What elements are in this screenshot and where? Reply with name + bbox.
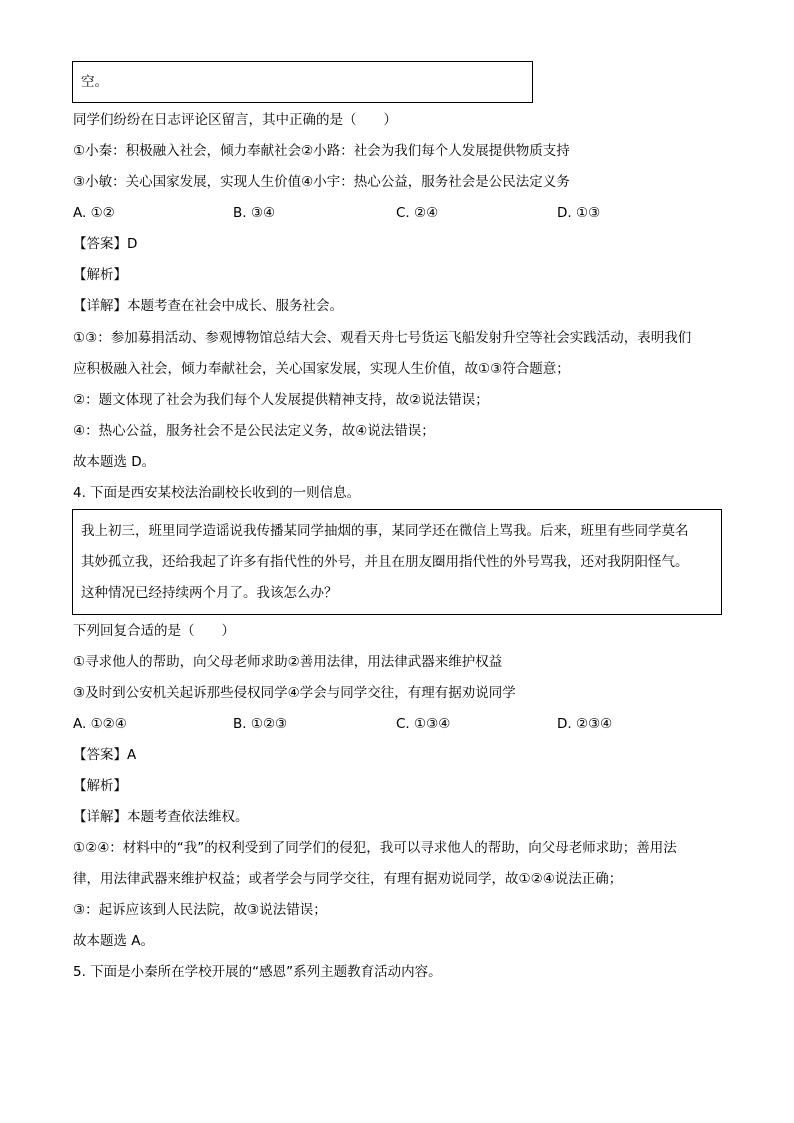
option-a: A. ①②: [73, 205, 115, 221]
detail-line: 【详解】本题考查在社会中成长、服务社会。: [73, 298, 343, 314]
question-stem: 同学们纷纷在日志评论区留言，其中正确的是（ ）: [73, 112, 397, 128]
detail-line: ③：起诉应该到人民法院，故③说法错误；: [73, 902, 327, 918]
option-b: B. ①②③: [233, 716, 288, 732]
material-box-q3: [72, 61, 533, 103]
detail-line: 【详解】本题考查依法维权。: [73, 809, 249, 825]
statement-line: ①寻求他人的帮助，向父母老师求助②善用法律，用法律武器来维护权益: [73, 654, 503, 670]
detail-line: ④：热心公益，服务社会不是公民法定义务，故④说法错误；: [73, 423, 435, 439]
answer-label: 【答案】A: [73, 747, 137, 763]
question-stem: 下列回复合适的是（ ）: [73, 623, 235, 639]
option-c: C. ①③④: [396, 716, 451, 732]
option-b: B. ③④: [233, 205, 276, 221]
analysis-label: 【解析】: [73, 267, 127, 283]
detail-line: 应积极融入社会，倾力奉献社会，关心国家发展，实现人生价值，故①③符合题意；: [73, 361, 570, 377]
statement-line: ①小秦：积极融入社会，倾力奉献社会②小路：社会为我们每个人发展提供物质支持: [73, 143, 570, 159]
detail-line: 故本题选 D。: [73, 454, 156, 470]
material-box-text: 空。: [81, 74, 108, 90]
material-box-q4: [72, 509, 722, 615]
question-title-5: 5. 下面是小秦所在学校开展的“感恩”系列主题教育活动内容。: [73, 964, 442, 980]
option-c: C. ②④: [396, 205, 439, 221]
option-d: D. ②③④: [557, 716, 613, 732]
option-d: D. ①③: [557, 205, 601, 221]
material-box-line: 我上初三，班里同学造谣说我传播某同学抽烟的事，某同学还在微信上骂我。后来，班里有些同学莫名: [81, 523, 689, 539]
statement-line: ③小敏：关心国家发展，实现人生价值④小宇：热心公益，服务社会是公民法定义务: [73, 174, 570, 190]
detail-line: ①③：参加募捐活动、参观博物馆总结大会、观看天舟七号货运飞船发射升空等社会实践活动，表明我们: [73, 330, 692, 346]
detail-line: 故本题选 A。: [73, 933, 155, 949]
answer-label: 【答案】D: [73, 236, 138, 252]
option-a: A. ①②④: [73, 716, 127, 732]
detail-line: ①②④：材料中的“我”的权利受到了同学们的侵犯，我可以寻求他人的帮助，向父母老师求助；善用法: [73, 840, 677, 856]
material-box-line: 这种情况已经持续两个月了。我该怎么办？: [81, 585, 338, 601]
detail-line: 律，用法律武器来维护权益；或者学会与同学交往，有理有据劝说同学，故①②④说法正确；: [73, 871, 623, 887]
detail-line: ②：题文体现了社会为我们每个人发展提供精神支持，故②说法错误；: [73, 392, 489, 408]
question-title-4: 4. 下面是西安某校法治副校长收到的一则信息。: [73, 485, 361, 501]
analysis-label: 【解析】: [73, 778, 127, 794]
material-box-line: 其妙孤立我，还给我起了许多有指代性的外号，并且在朋友圈用指代性的外号骂我，还对我阴阳怪气。: [81, 554, 689, 570]
statement-line: ③及时到公安机关起诉那些侵权同学④学会与同学交往，有理有据劝说同学: [73, 685, 516, 701]
